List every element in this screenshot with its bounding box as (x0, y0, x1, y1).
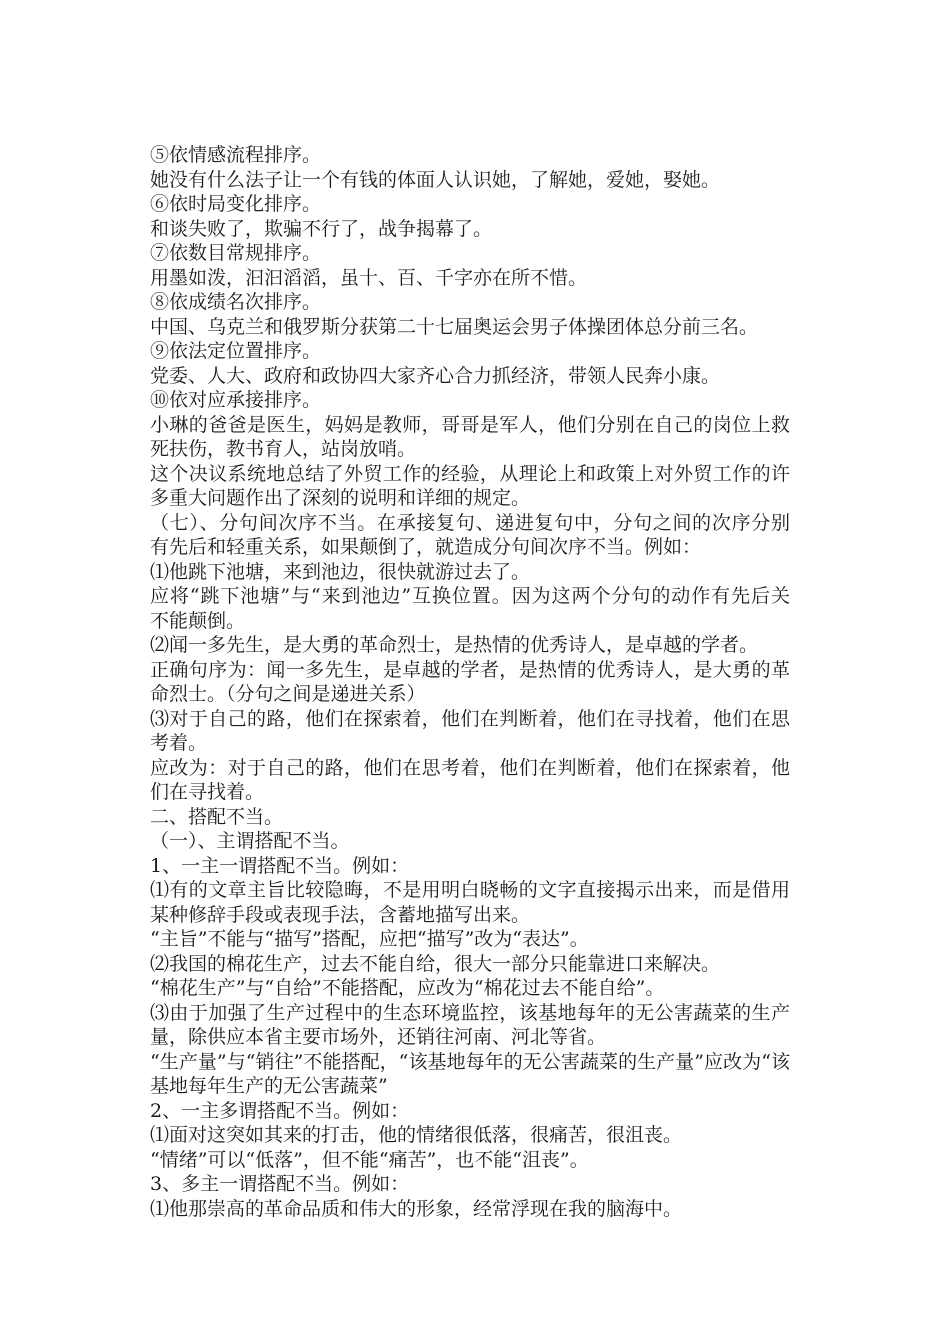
text-line: “主旨”不能与“描写”搭配，应把“描写”改为“表达”。 (150, 928, 589, 950)
text-line: ⑤依情感流程排序。 (150, 144, 322, 166)
text-line: 3、多主一谓搭配不当。例如： (150, 1173, 410, 1195)
text-line: ⑴他那崇高的革命品质和伟大的形象，经常浮现在我的脑海中。 (150, 1197, 683, 1220)
text-line: 命烈士。（分句之间是递进关系） (150, 683, 426, 705)
text-line: 这个决议系统地总结了外贸工作的经验，从理论上和政策上对外贸工作的许 (150, 462, 790, 485)
text-line: ⑥依时局变化排序。 (150, 193, 322, 215)
text-line: ⑴他跳下池塘，来到池边，很快就游过去了。 (150, 560, 531, 583)
text-line: 小琳的爸爸是医生，妈妈是教师，哥哥是军人，他们分别在自己的岗位上救 (150, 413, 790, 436)
text-line: “生产量”与“销往”不能搭配，“该基地每年的无公害蔬菜的生产量”应改为“该 (150, 1050, 790, 1073)
text-line: （一）、主谓搭配不当。 (150, 830, 350, 852)
text-line: 中国、乌克兰和俄罗斯分获第二十七届奥运会男子体操团体总分前三名。 (150, 315, 759, 338)
text-line: 们在寻找着。 (150, 781, 265, 803)
text-line: ⑧依成绩名次排序。 (150, 291, 322, 313)
text-line: ⑵我国的棉花生产，过去不能自给，很大一部分只能靠进口来解决。 (150, 952, 721, 975)
text-line: 有先后和轻重关系，如果颠倒了，就造成分句间次序不当。例如： (150, 536, 702, 558)
text-line: 死扶伤，教书育人，站岗放哨。 (150, 438, 417, 460)
text-line: “情绪”可以“低落”，但不能“痛苦”，也不能“沮丧”。 (150, 1148, 589, 1171)
text-line: 考着。 (150, 732, 208, 754)
text-line: 应改为：对于自己的路，他们在思考着，他们在判断着，他们在探索着，他 (150, 756, 790, 779)
text-line: ⑵闻一多先生，是大勇的革命烈士，是热情的优秀诗人，是卓越的学者。 (150, 634, 759, 656)
text-line: 基地每年生产的无公害蔬菜” (150, 1075, 388, 1097)
text-line: 她没有什么法子让一个有钱的体面人认识她，了解她，爱她，娶她。 (150, 168, 721, 191)
text-line: ⑶由于加强了生产过程中的生态环境监控，该基地每年的无公害蔬菜的生产 (150, 1001, 790, 1024)
text-line: 党委、人大、政府和政协四大家齐心合力抓经济，带领人民奔小康。 (150, 364, 721, 387)
text-line: ⑨依法定位置排序。 (150, 340, 322, 362)
document-page (150, 143, 790, 1221)
text-line: ⑴有的文章主旨比较隐晦，不是用明白晓畅的文字直接揭示出来，而是借用 (150, 879, 790, 901)
text-line: 正确句序为：闻一多先生，是卓越的学者，是热情的优秀诗人，是大勇的革 (150, 658, 790, 681)
text-line: 应将“跳下池塘”与“来到池边”互换位置。因为这两个分句的动作有先后关 (150, 585, 790, 607)
text-line: 量，除供应本省主要市场外，还销往河南、河北等省。 (150, 1026, 607, 1048)
text-line: 用墨如泼，汩汩滔滔，虽十、百、千字亦在所不惜。 (150, 266, 588, 289)
text-line: 2、一主多谓搭配不当。例如： (150, 1099, 410, 1122)
text-line: 1、一主一谓搭配不当。例如： (150, 854, 410, 877)
text-line: ⑦依数目常规排序。 (150, 242, 322, 264)
text-line: ⑴面对这突如其来的打击，他的情绪很低落，很痛苦，很沮丧。 (150, 1124, 683, 1146)
text-line: 二、搭配不当。 (150, 805, 284, 828)
text-line: “棉花生产”与“自给”不能搭配，应改为“棉花过去不能自给”。 (150, 977, 665, 999)
text-line: （七）、分句间次序不当。在承接复句、递进复句中，分句之间的次序分别 (150, 511, 790, 534)
text-line: 不能颠倒。 (150, 609, 246, 632)
text-line: 和谈失败了，欺骗不行了，战争揭幕了。 (150, 217, 493, 240)
text-line: ⑶对于自己的路，他们在探索着，他们在判断着，他们在寻找着，他们在思 (150, 707, 790, 730)
text-line: 多重大问题作出了深刻的说明和详细的规定。 (150, 487, 531, 509)
text-line: ⑩依对应承接排序。 (150, 389, 322, 411)
text-line: 某种修辞手段或表现手法，含蓄地描写出来。 (150, 903, 531, 926)
